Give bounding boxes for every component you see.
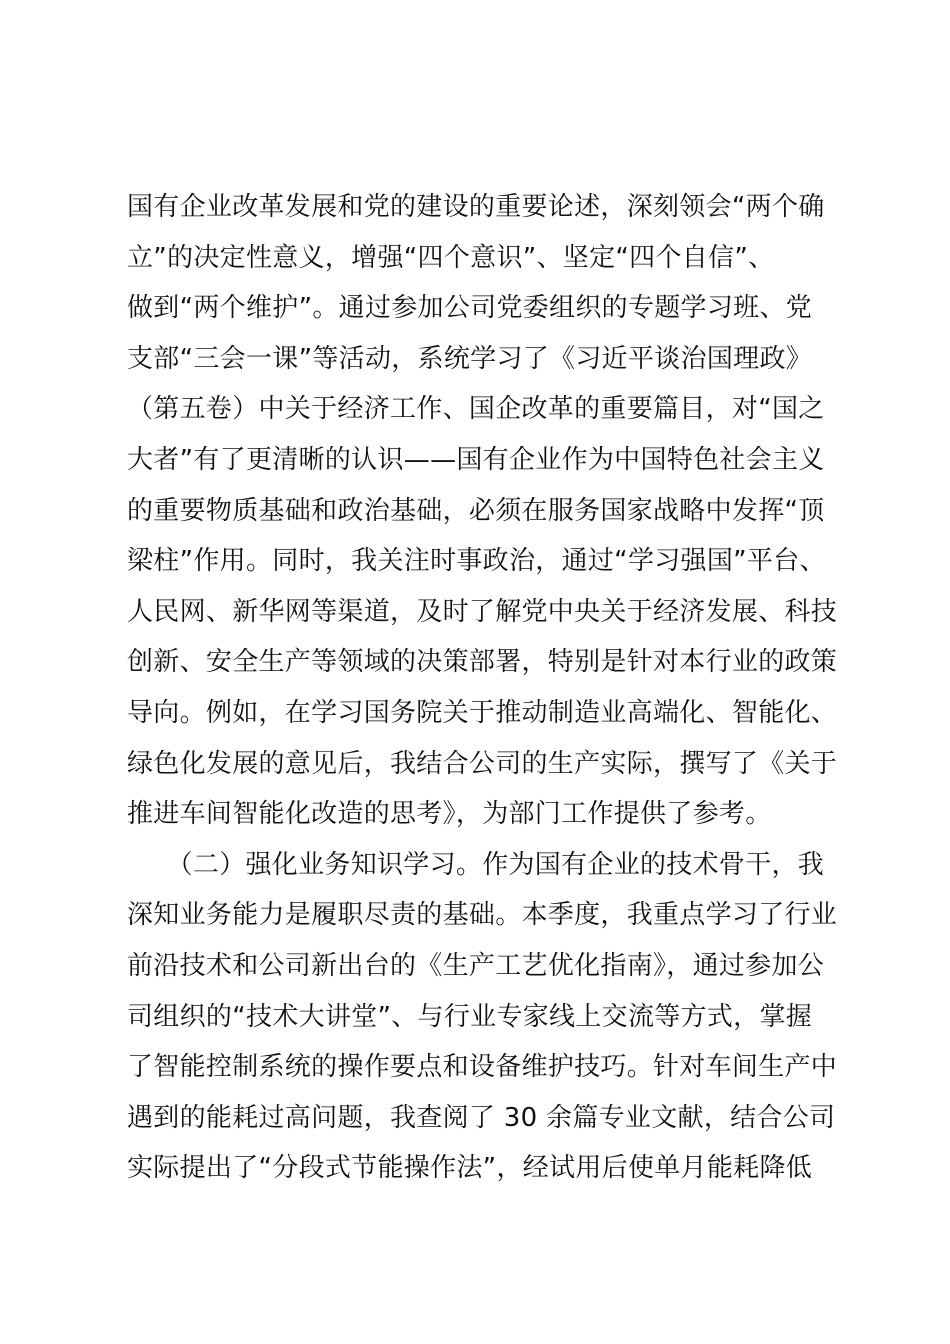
text-line: 人民网、新华网等渠道，及时了解党中央关于经济发展、科技	[127, 596, 838, 627]
text-line: 遇到的能耗过高问题，我查阅了 30 余篇专业文献，结合公司	[127, 1102, 836, 1133]
section-heading-line: （二）强化业务知识学习。作为国有企业的技术骨干，我	[127, 849, 825, 880]
text-line: 前沿技术和公司新出台的《生产工艺优化指南》，通过参加公	[127, 950, 825, 981]
text-line: 深知业务能力是履职尽责的基础。本季度，我重点学习了行业	[127, 900, 838, 931]
text-line: 了智能控制系统的操作要点和设备维护技巧。针对车间生产中	[127, 1052, 838, 1083]
text-line: 推进车间智能化改造的思考》，为部门工作提供了参考。	[127, 799, 772, 830]
text-line: （第五卷）中关于经济工作、国企改革的重要篇目，对“国之	[127, 394, 825, 425]
text-line: 创新、安全生产等领域的决策部署，特别是针对本行业的政策	[127, 647, 838, 678]
text-line: 导向。例如，在学习国务院关于推动制造业高端化、智能化、	[127, 697, 838, 728]
text-line: 大者”有了更清晰的认识——国有企业作为中国特色社会主义	[127, 444, 825, 475]
text-line: 做到“两个维护”。通过参加公司党委组织的专题学习班、党	[127, 293, 813, 324]
text-line: 绿色化发展的意见后，我结合公司的生产实际，撰写了《关于	[127, 748, 838, 779]
body-text	[127, 182, 838, 1194]
text-line: 实际提出了“分段式节能操作法”，经试用后使单月能耗降低	[127, 1153, 813, 1184]
text-line: 国有企业改革发展和党的建设的重要论述，深刻领会“两个确	[127, 192, 825, 222]
text-line: 司组织的“技术大讲堂”、与行业专家线上交流等方式，掌握	[127, 1001, 813, 1032]
text-line: 的重要物质基础和政治基础，必须在服务国家战略中发挥“顶	[127, 495, 825, 526]
text-line: 梁柱”作用。同时，我关注时事政治，通过“学习强国”平台、	[127, 546, 826, 577]
text-line: 立”的决定性意义，增强“四个意识”、坚定“四个自信”、	[127, 242, 775, 273]
text-line: 支部“三会一课”等活动，系统学习了《习近平谈治国理政》	[127, 343, 813, 374]
